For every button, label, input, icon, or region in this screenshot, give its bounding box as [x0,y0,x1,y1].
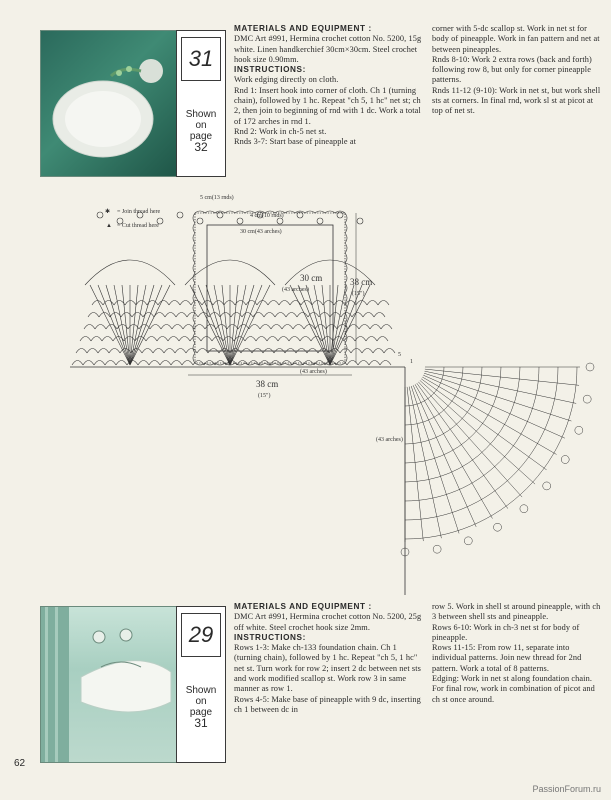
instructions-31-col-2 [432,24,602,117]
instruction-paragraph: Edging: Work in net st along foundation chain. For final row, work in combination of picot and ch st once around. [432,674,595,704]
collar-photo-29 [40,606,177,763]
right-edge-arches-label: (43 arches) [376,437,403,443]
pattern-badge-29 [176,606,226,763]
section-heading: MATERIALS AND EQUIPMENT : [234,24,372,33]
total-height-inches: (15") [352,291,365,297]
collar-image [41,607,176,762]
instruction-paragraph: row 5. Work in shell st around pineapple, with ch 3 between shell sts and pineapple. [432,602,601,622]
watermark: PassionForum.ru [532,784,601,794]
join-thread-icon: ✱ [105,209,111,215]
instructions-29-col-1 [234,602,422,715]
instruction-paragraph: Rows 1-3: Make ch-133 foundation chain. Ch 1 (turning chain), followed by 1 hc. Repeat "ch 5, 1 hc" net st. Turn work for row 2; insert 2 dc between net sts and work modified scallop st. Work row 3 in same manner as row 1. [234,643,421,694]
join-thread-legend: = Join thread here [117,209,161,215]
doily-photo-31 [40,30,177,177]
shown-on-page: Shown on page 32 [185,109,217,154]
instruction-paragraph: DMC Art #991, Hermina crochet cotton No. 5200, 25g off white. Steel crochet hook size 2mm. [234,612,422,632]
cloth-width-label: 30 cm(43 arches) [240,229,282,235]
instructions-31-col-1 [234,24,422,148]
cut-thread-legend: = Cut thread here [117,223,159,229]
instructions-29-col-2 [432,602,602,705]
cloth-height-arches: (43 arches) [282,287,309,293]
cloth-height-label: 30 cm [300,273,323,283]
total-height-label: 38 cm [350,277,373,287]
handkerchief-schematic [188,194,372,399]
instruction-paragraph: Rnds 3-7: Start base of pineapple at [234,137,357,147]
instruction-paragraph: Rnd 1: Insert hook into corner of cloth. Ch 1 (turning chain), followed by 1 hc. Repeat "ch 5, 1 hc" net st; ch 2, then join to beginning of rnd with 1 dc. Work a total of 172 arches in rnd 1. [234,85,421,126]
instruction-paragraph: Rnds 8-10: Work 2 extra rows (back and forth) following row 8, but only for corner pineapple patterns. [432,54,592,85]
total-width-inches: (15") [258,393,271,399]
pattern-badge-31 [176,30,226,177]
pattern-number: 31 [181,37,221,81]
section-heading: INSTRUCTIONS: [234,632,306,642]
round-number-1: 1 [410,359,413,365]
pattern-number: 29 [181,613,221,657]
total-width-label: 38 cm [256,379,279,389]
round-number-5: 5 [398,352,401,358]
section-heading: INSTRUCTIONS: [234,65,306,75]
section-heading: MATERIALS AND EQUIPMENT : [234,602,372,611]
diagram-legend [105,208,161,229]
shown-on-page: Shown on page 31 [185,685,217,730]
handkerchief-image [41,31,176,176]
instruction-paragraph: Rows 11-15: From row 11, separate into individual patterns. Join new thread for 2nd pattern. Work a total of 8 patterns. [432,643,582,673]
instruction-paragraph: Rows 6-10: Work in ch-3 net st for body of pineapple. [432,622,580,642]
crochet-chart-31 [60,175,600,595]
inner-width-label: 4 cm(10 rnds) [250,213,284,219]
instruction-paragraph: Work edging directly on cloth. [234,75,339,85]
instruction-paragraph: corner with 5-dc scallop st. Work in net st for body of pineapple. Work in fan pattern and net at between pineapples. [432,24,600,54]
page-number: 62 [14,758,26,769]
corner-pineapple-motif [401,363,594,556]
cut-thread-icon: ▲ [106,223,112,229]
instruction-paragraph: Rnds 11-12 (9-10): Work in net st, but work shell sts at corners. In final rnd, work sl st at picot at top of net st. [432,85,601,116]
instruction-paragraph: Rnd 2: Work in ch-5 net st. [234,126,327,136]
instruction-paragraph: DMC Art #991, Hermina crochet cotton No. 5200, 15g white. Linen handkerchief 30cm×30cm. Steel crochet hook size 0.90mm. [234,34,422,64]
border-width-label: 5 cm(13 rnds) [200,195,234,201]
bottom-edge-arches-label: (43 arches) [300,369,327,375]
instruction-paragraph: Rows 4-5: Make base of pineapple with 9 dc, inserting ch 1 between dc in [234,694,421,714]
